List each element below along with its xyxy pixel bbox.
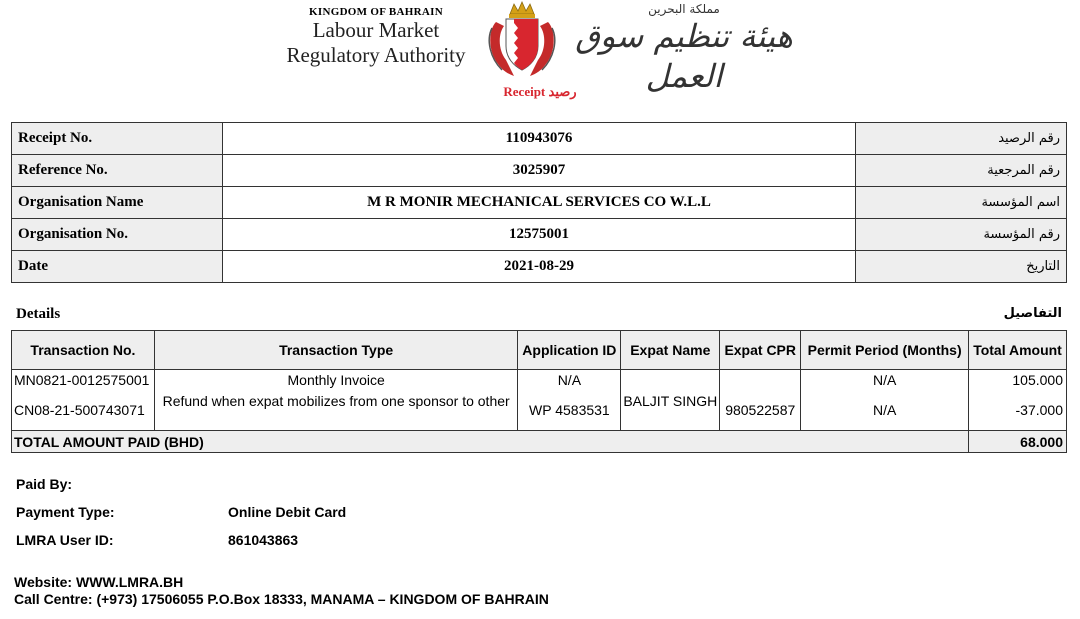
column-header-transaction-no: Transaction No. — [12, 331, 155, 370]
info-label-arabic: التاريخ — [856, 251, 1067, 283]
column-header-expat-cpr: Expat CPR — [720, 331, 801, 370]
info-label-arabic: رقم المرجعية — [856, 155, 1067, 187]
info-label: Organisation No. — [12, 219, 223, 251]
paid-by-label: Paid By: — [16, 476, 73, 492]
arabic-kingdom-label: مملكة البحرين — [648, 2, 720, 16]
info-label: Reference No. — [12, 155, 223, 187]
info-label-arabic: اسم المؤسسة — [856, 187, 1067, 219]
footer-website: Website: WWW.LMRA.BH — [14, 574, 184, 590]
info-label-arabic: رقم الرصيد — [856, 123, 1067, 155]
column-header-expat-name: Expat Name — [621, 331, 720, 370]
permit-period-cell: N/A — [801, 391, 969, 431]
expat-name-cell: BALJIT SINGH — [621, 391, 720, 431]
footer — [14, 574, 549, 608]
info-row-receipt-no — [12, 123, 1067, 155]
lmra-user-id-value: 861043863 — [228, 532, 299, 548]
transaction-no-cell: MN0821-0012575001 — [12, 370, 155, 391]
expat-cpr-cell: 980522587 — [720, 391, 801, 431]
details-heading: Details — [16, 306, 61, 322]
info-row-reference-no — [12, 155, 1067, 187]
application-id-cell: N/A — [518, 370, 621, 391]
column-header-transaction-type: Transaction Type — [154, 331, 518, 370]
transaction-type-cell: Refund when expat mobilizes from one sponsor to other — [154, 391, 518, 431]
receipt-title: Receipt رصيد — [503, 84, 577, 99]
lmra-user-id-label: LMRA User ID: — [16, 532, 114, 548]
brand-line-1: Labour Market — [312, 18, 440, 42]
application-id-cell: WP 4583531 — [518, 391, 621, 431]
info-label: Date — [12, 251, 223, 283]
total-value: 68.000 — [969, 431, 1067, 453]
info-label-arabic: رقم المؤسسة — [856, 219, 1067, 251]
brand-line-2: Regulatory Authority — [286, 43, 466, 67]
info-value: M R MONIR MECHANICAL SERVICES CO W.L.L — [223, 187, 856, 219]
table-row — [12, 391, 1067, 431]
column-header-permit-period: Permit Period (Months) — [801, 331, 969, 370]
details-heading-arabic: التفاصيل — [1003, 306, 1062, 321]
arabic-logo-text — [566, 2, 802, 96]
table-row — [12, 370, 1067, 391]
expat-cpr-cell — [720, 370, 801, 391]
info-label: Receipt No. — [12, 123, 223, 155]
kingdom-label: KINGDOM OF BAHRAIN — [309, 6, 443, 18]
payment-type-value: Online Debit Card — [228, 504, 347, 520]
permit-period-cell: N/A — [801, 370, 969, 391]
receipt-info-table — [11, 122, 1067, 283]
info-label: Organisation Name — [12, 187, 223, 219]
total-amount-cell: 105.000 — [969, 370, 1067, 391]
footer-call-centre: Call Centre: (+973) 17506055 P.O.Box 18333, MANAMA – KINGDOM OF BAHRAIN — [14, 591, 549, 607]
payment-type-label: Payment Type: — [16, 504, 115, 520]
info-value: 3025907 — [223, 155, 856, 187]
column-header-application-id: Application ID — [518, 331, 621, 370]
table-header-row — [12, 331, 1067, 370]
info-row-organisation-name — [12, 187, 1067, 219]
info-row-date — [12, 251, 1067, 283]
total-row — [12, 431, 1067, 453]
column-header-total-amount: Total Amount — [969, 331, 1067, 370]
lmra-logo-text — [276, 6, 476, 68]
info-value: 12575001 — [223, 219, 856, 251]
total-label: TOTAL AMOUNT PAID (BHD) — [12, 431, 969, 453]
info-value: 110943076 — [223, 123, 856, 155]
info-value: 2021-08-29 — [223, 251, 856, 283]
transaction-no-cell: CN08-21-500743071 — [12, 391, 155, 431]
transactions-table — [11, 330, 1067, 453]
bahrain-emblem-icon — [486, 0, 558, 78]
expat-name-cell — [621, 370, 720, 391]
total-amount-cell: -37.000 — [969, 391, 1067, 431]
transaction-type-cell: Monthly Invoice — [154, 370, 518, 391]
arabic-authority-name: هيئة تنظيم سوق العمل — [575, 17, 793, 95]
info-row-organisation-no — [12, 219, 1067, 251]
